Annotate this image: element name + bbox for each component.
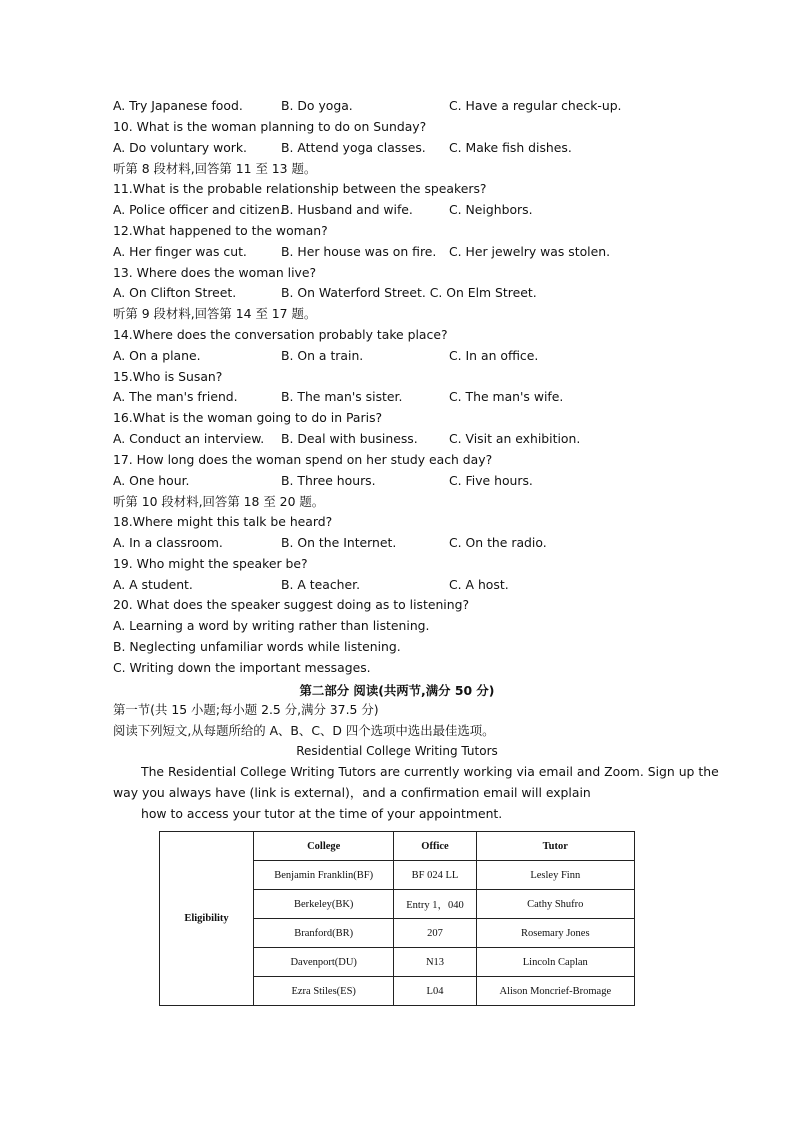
option-a: A. A student. <box>113 577 193 592</box>
tutor-cell: Rosemary Jones <box>476 919 634 948</box>
q19-text: 19. Who might the speaker be? <box>113 556 308 571</box>
office-cell: L04 <box>394 977 476 1006</box>
option-b: B. On the Internet. <box>281 535 397 550</box>
header-tutor: Tutor <box>476 832 634 861</box>
q14-text: 14.Where does the conversation probably take place? <box>113 327 448 342</box>
q15-text: 15.Who is Susan? <box>113 369 223 384</box>
eligibility-label: Eligibility <box>160 832 254 1006</box>
option-b: B. Three hours. <box>281 473 376 488</box>
option-a: A. Conduct an interview. <box>113 431 265 446</box>
section-8-heading: 听第 8 段材料,回答第 11 至 13 题。 <box>113 161 317 176</box>
college-cell: Branford(BR) <box>254 919 394 948</box>
option-a: A. Police officer and citizen. <box>113 202 284 217</box>
option-b: B. Do yoga. <box>281 98 353 113</box>
option-a: A. One hour. <box>113 473 190 488</box>
option-c: C. The man's wife. <box>449 389 564 404</box>
q20-option-b: B. Neglecting unfamiliar words while listening. <box>113 639 401 654</box>
q10-text: 10. What is the woman planning to do on Sunday? <box>113 119 427 134</box>
table-header-row <box>160 832 635 861</box>
section-9-heading: 听第 9 段材料,回答第 14 至 17 题。 <box>113 306 317 321</box>
option-a: A. On Clifton Street. <box>113 285 237 300</box>
option-b: B. The man's sister. <box>281 389 403 404</box>
option-b: B. Husband and wife. <box>281 202 413 217</box>
option-c: C. On the radio. <box>449 535 547 550</box>
office-cell: N13 <box>394 948 476 977</box>
college-cell: Davenport(DU) <box>254 948 394 977</box>
option-c: C. Have a regular check-up. <box>449 98 622 113</box>
tutor-cell: Cathy Shufro <box>476 890 634 919</box>
section-10-heading: 听第 10 段材料,回答第 18 至 20 题。 <box>113 494 325 509</box>
option-a: A. Do voluntary work. <box>113 140 247 155</box>
option-b-c: B. On Waterford Street. C. On Elm Street. <box>281 285 537 300</box>
office-cell: BF 024 LL <box>394 861 476 890</box>
passage-line-1: The Residential College Writing Tutors are currently working via email and Zoom. Sign up the <box>141 764 719 779</box>
passage-line-2: way you always have (link is external)，and a confirmation email will explain <box>113 785 591 800</box>
q16-text: 16.What is the woman going to do in Paris? <box>113 410 383 425</box>
option-a: A. On a plane. <box>113 348 201 363</box>
office-cell: Entry 1，040 <box>394 890 476 919</box>
option-b: B. Deal with business. <box>281 431 418 446</box>
header-office: Office <box>394 832 476 861</box>
q11-text: 11.What is the probable relationship between the speakers? <box>113 181 487 196</box>
college-cell: Benjamin Franklin(BF) <box>254 861 394 890</box>
reading-instruction: 阅读下列短文,从每题所给的 A、B、C、D 四个选项中选出最佳选项。 <box>113 723 495 738</box>
option-a: A. Try Japanese food. <box>113 98 243 113</box>
passage-title: Residential College Writing Tutors <box>296 744 498 758</box>
option-b: B. A teacher. <box>281 577 361 592</box>
option-a: A. Her finger was cut. <box>113 244 247 259</box>
option-c: C. In an office. <box>449 348 539 363</box>
option-c: C. Visit an exhibition. <box>449 431 581 446</box>
tutor-cell: Lincoln Caplan <box>476 948 634 977</box>
q20-option-a: A. Learning a word by writing rather than listening. <box>113 618 430 633</box>
option-c: C. Five hours. <box>449 473 533 488</box>
q20-text: 20. What does the speaker suggest doing as to listening? <box>113 597 470 612</box>
office-cell: 207 <box>394 919 476 948</box>
option-b: B. On a train. <box>281 348 364 363</box>
option-a: A. The man's friend. <box>113 389 238 404</box>
eligibility-table <box>159 831 635 1006</box>
header-college: College <box>254 832 394 861</box>
q17-text: 17. How long does the woman spend on her study each day? <box>113 452 493 467</box>
option-c: C. Neighbors. <box>449 202 533 217</box>
q18-text: 18.Where might this talk be heard? <box>113 514 333 529</box>
part2-title: 第二部分 阅读(共两节,满分 50 分) <box>299 683 495 698</box>
option-c: C. A host. <box>449 577 509 592</box>
option-c: C. Make fish dishes. <box>449 140 572 155</box>
option-b: B. Her house was on fire. <box>281 244 437 259</box>
option-a: A. In a classroom. <box>113 535 223 550</box>
option-b: B. Attend yoga classes. <box>281 140 426 155</box>
tutor-cell: Lesley Finn <box>476 861 634 890</box>
section1-heading: 第一节(共 15 小题;每小题 2.5 分,满分 37.5 分) <box>113 702 379 717</box>
tutor-cell: Alison Moncrief-Bromage <box>476 977 634 1006</box>
college-cell: Ezra Stiles(ES) <box>254 977 394 1006</box>
option-c: C. Her jewelry was stolen. <box>449 244 611 259</box>
q20-option-c: C. Writing down the important messages. <box>113 660 371 675</box>
passage-line-3: how to access your tutor at the time of your appointment. <box>141 806 503 821</box>
q13-text: 13. Where does the woman live? <box>113 265 317 280</box>
q12-text: 12.What happened to the woman? <box>113 223 328 238</box>
college-cell: Berkeley(BK) <box>254 890 394 919</box>
